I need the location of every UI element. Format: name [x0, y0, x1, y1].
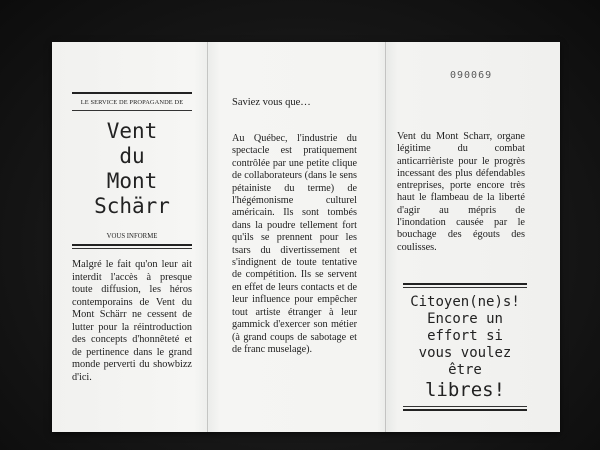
column-1-paragraph: Malgré le fait qu'on leur ait interdit l'accès à presque toute diffusion, les héros contemporains de Vent du Mont Schärr ne cessent de lutter pour la réintroduction des concepts d'honnêteté et de pertinence dans le grand monde perverti du showbizz d'ici.: [72, 259, 192, 383]
cta-line: être: [448, 362, 482, 378]
column-2-paragraph: Au Québec, l'industrie du spectacle est pratiquement contrôlée par une petite clique de collaborateurs (dans le sens pétainiste du terme) de l'hégémonisme culturel américain. Ils sont tombés dans la poudre tellement fort qu'ils se prennent pour les tsars du divertissement et s'indignent de toute tentative de compétition. Ils se servent en effet de leurs contacts et de leur influence pour empêcher tout artiste étranger à leur gammick d'exercer son métier (à grand coups de sabotage et de franc muselage).: [232, 133, 357, 355]
serial-number: 090069: [450, 70, 493, 81]
masthead-rule-top-thin: [72, 110, 192, 111]
cta-line: Citoyen(ne)s!: [410, 294, 520, 310]
masthead-title: [72, 119, 192, 219]
cta-line-emphasis: libres!: [424, 379, 506, 401]
cta-rule-bottom: [403, 409, 527, 411]
cta-rule-top-thin: [403, 287, 527, 288]
title-line: Mont: [106, 169, 158, 193]
column-3-paragraph: Vent du Mont Scharr, organe légitime du combat anticarrièriste pour le progrès incessant des plus défendables entreprises, porte encore très haut le flambeau de la liberté d'agir au mépris de l'inondation causée par le bouchage des égouts des coulisses.: [397, 131, 525, 253]
title-line: du: [119, 144, 145, 168]
masthead-rule-top: [72, 92, 192, 94]
masthead-rule-bottom: [72, 244, 192, 246]
cta-text: [403, 294, 527, 401]
fold-line-left: [207, 42, 208, 432]
cta-line: vous voulez: [418, 345, 512, 361]
masthead-rule-bottom-thin: [72, 248, 192, 249]
column-2-heading: Saviez vous que…: [232, 97, 311, 108]
informe-text: VOUS INFORME: [106, 233, 158, 240]
masthead: [72, 92, 192, 249]
title-line: Vent: [106, 119, 158, 143]
cta-line: Encore un: [427, 311, 503, 327]
cta-rule-bottom-thin: [403, 406, 527, 407]
title-line: Schärr: [94, 194, 170, 218]
cta-line: effort si: [427, 328, 503, 344]
kicker-text: LE SERVICE DE PROPAGANDE DE: [80, 99, 184, 106]
cta-rule-top: [403, 283, 527, 285]
call-to-action: [403, 283, 527, 411]
fold-line-right: [385, 42, 386, 432]
